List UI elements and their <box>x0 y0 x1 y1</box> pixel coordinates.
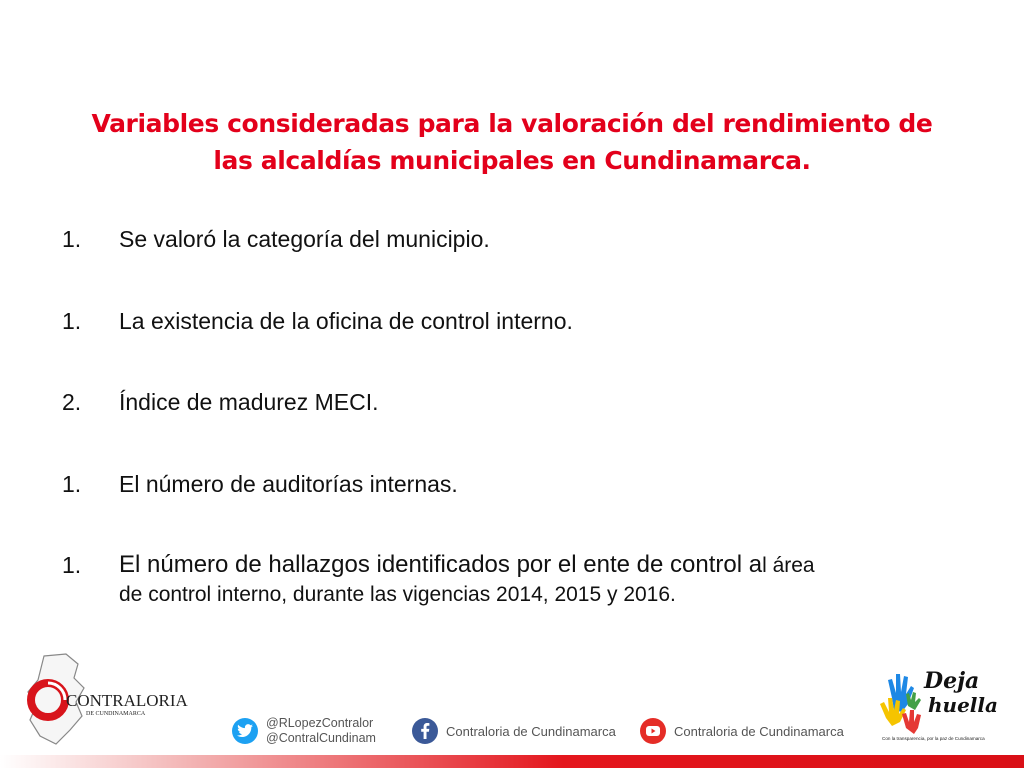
youtube-label: Contraloria de Cundinamarca <box>674 723 844 739</box>
item-text: Índice de madurez MECI. <box>119 389 379 415</box>
twitter-handle: @RLopezContralor <box>266 716 374 730</box>
footer <box>0 640 1024 768</box>
twitter-link[interactable] <box>232 714 376 748</box>
footer-red-bar <box>0 755 1024 768</box>
item-number: 1. <box>62 471 82 497</box>
deja-logo-tagline: Con la transparencia, por la paz de Cundinamarca <box>882 736 985 741</box>
item-continuation: de control interno, durante las vigencias 2014, 2015 y 2016. <box>119 583 676 606</box>
item-text-tail: l área <box>762 554 815 577</box>
facebook-link[interactable] <box>412 714 616 748</box>
slide-title <box>60 105 964 179</box>
facebook-icon <box>412 718 438 744</box>
item-text: El número de auditorías internas. <box>119 471 458 497</box>
youtube-link[interactable] <box>640 714 844 748</box>
contraloria-logo-subtext: DE CUNDINAMARCA <box>86 711 146 717</box>
deja-logo-text: Deja <box>924 668 980 694</box>
twitter-icon <box>232 718 258 744</box>
twitter-handles <box>266 716 376 746</box>
item-text-wrap <box>119 551 815 580</box>
contraloria-logo-text: CONTRALORIA <box>66 691 188 710</box>
item-text: El número de hallazgos identificados por el ente de control a <box>119 551 763 578</box>
item-number: 1. <box>62 552 82 578</box>
item-number: 2. <box>62 389 82 415</box>
twitter-handle: @ContralCundinam <box>266 731 376 745</box>
title-line-2: las alcaldías municipales en Cundinamarca. <box>213 146 811 175</box>
deja-huella-logo <box>878 658 998 744</box>
facebook-label: Contraloria de Cundinamarca <box>446 723 616 739</box>
item-number: 1. <box>62 308 82 334</box>
contraloria-logo <box>26 652 188 747</box>
youtube-icon <box>640 718 666 744</box>
item-text: La existencia de la oficina de control interno. <box>119 308 573 334</box>
item-text: Se valoró la categoría del municipio. <box>119 226 490 252</box>
item-number: 1. <box>62 226 82 252</box>
title-line-1: Variables consideradas para la valoración del rendimiento de <box>91 109 933 138</box>
huella-logo-text: huella <box>928 693 998 717</box>
